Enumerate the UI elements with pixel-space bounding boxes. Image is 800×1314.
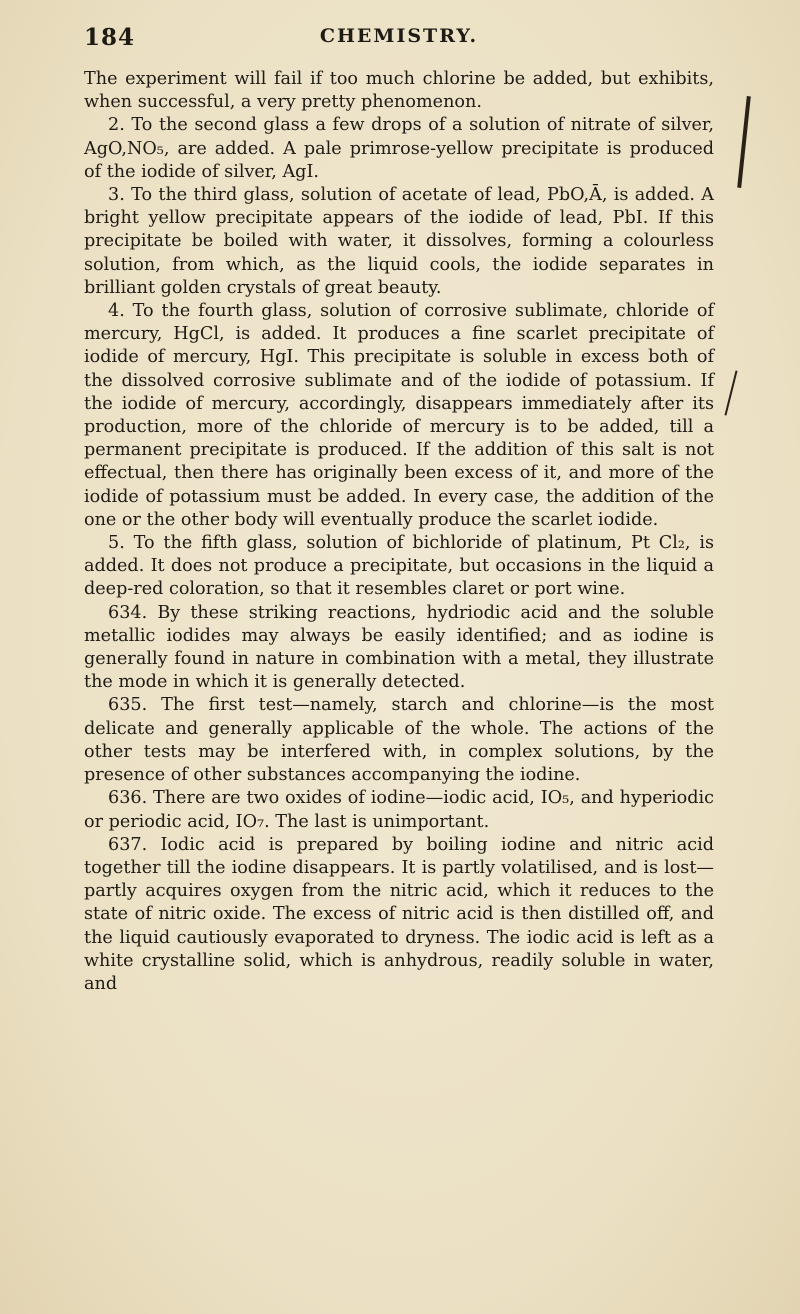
paragraph-637: 637. Iodic acid is prepared by boiling iodine and nitric acid together till the iodine disappears. It is partly volatilised, and is lost—partly acquires oxygen from the nitric acid, which it reduces to the state of nitric oxide. The excess of nitric acid is then distilled off, and the liquid cautiously evaporated to dryness. The iodic acid is left as a white crystalline solid, which is anhydrous, readily soluble in water, and [84,834,714,994]
paragraph-635: 635. The first test—namely, starch and chlorine—is the most delicate and generally applicable of the whole. The actions of the other tests may be interfered with, in complex solutions, by the presence of other substances accompanying the iodine. [84,695,714,786]
paragraph-continuation: The experiment will fail if too much chlorine be added, but exhibits, when successful, a very pretty phenomenon. [84,69,714,113]
page-header [84,24,714,54]
running-head: CHEMISTRY. [319,25,479,47]
page-number: 184 [84,24,136,51]
paragraph-test-3: 3. To the third glass, solution of acetate of lead, PbO,Ā, is added. A bright yellow precipitate appears of the iodide of lead, PbI. If this precipitate be boiled with water, it dissolves, forming a colourless solution, from which, as the liquid cools, the iodide separates in brilliant golden crystals of great beauty. [84,185,714,298]
paragraph-636: 636. There are two oxides of iodine—iodic acid, IO₅, and hyperiodic or periodic acid, IO₇. The last is unimportant. [84,788,714,832]
paragraph-634: 634. By these striking reactions, hydriodic acid and the soluble metallic iodides may always be easily identified; and as iodine is generally found in nature in combination with a metal, they illustrate the mode in which it is generally detected. [84,602,714,693]
paragraph-test-2: 2. To the second glass a few drops of a solution of nitrate of silver, AgO,NO₅, are added. A pale primrose-yellow precipitate is produced of the iodide of silver, AgI. [84,115,714,182]
margin-mark-top [737,96,751,188]
body-text [84,68,714,996]
paragraph-test-4: 4. To the fourth glass, solution of corrosive sublimate, chloride of mercury, HgCl, is added. It produces a fine scarlet precipitate of iodide of mercury, HgI. This precipitate is soluble in excess both of the dissolved corrosive sublimate and of the iodide of potassium. If the iodide of mercury, accordingly, disappears immediately after its production, more of the chloride of mercury is to be added, till a permanent precipitate is produced. If the addition of this salt is not effectual, then there has originally been excess of it, and more of the iodide of potassium must be added. In every case, the addition of the one or the other body will eventually produce the scarlet iodide. [84,301,714,530]
paragraph-test-5: 5. To the fifth glass, solution of bichloride of platinum, Pt Cl₂, is added. It does not produce a precipitate, but occasions in the liquid a deep-red coloration, so that it resembles claret or port wine. [84,533,714,600]
margin-mark-middle [724,370,737,415]
